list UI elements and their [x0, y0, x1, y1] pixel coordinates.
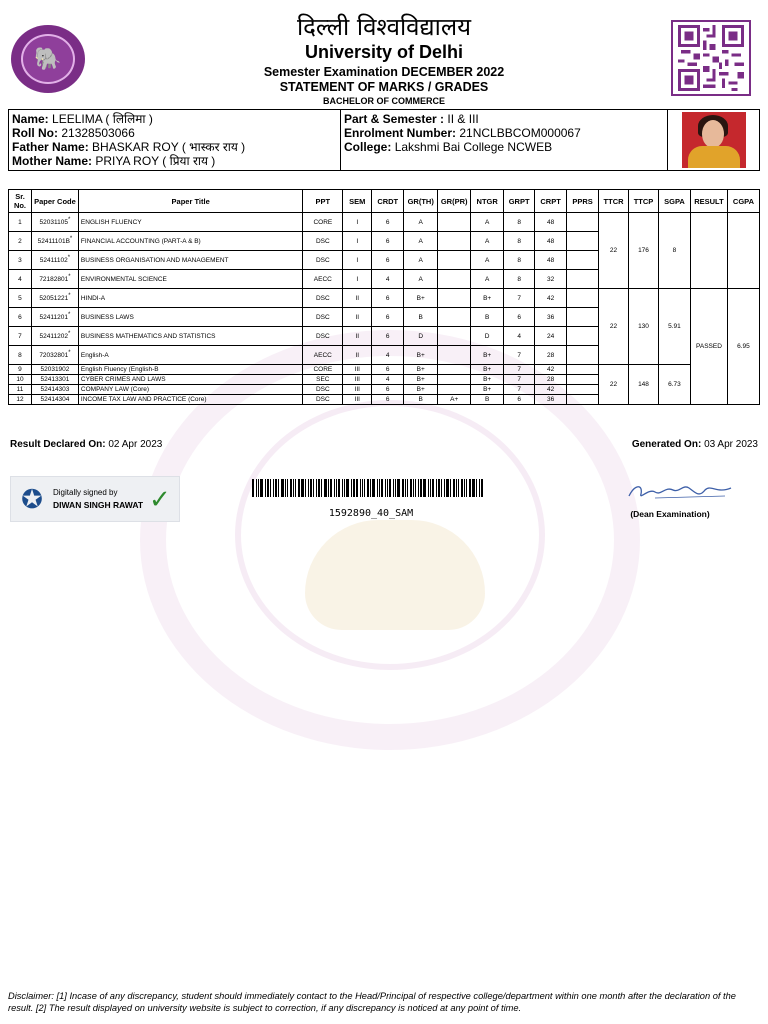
cell-grth: A — [404, 270, 438, 289]
watermark-elephant — [305, 520, 485, 630]
student-photo — [682, 112, 746, 168]
table-row — [9, 365, 760, 375]
cell-grpt: 8 — [504, 251, 535, 270]
cell-ppt: DSC — [303, 327, 343, 346]
cell-grpr: A+ — [438, 395, 471, 405]
cell-grpt: 6 — [504, 308, 535, 327]
cell-ttcr-sem3: 22 — [599, 365, 629, 405]
cell-title: COMPANY LAW (Core) — [78, 385, 302, 395]
cell-grpt: 7 — [504, 385, 535, 395]
cell-cgpa: 6.95 — [727, 289, 759, 405]
cell-grpt: 7 — [504, 365, 535, 375]
exam-title: Semester Examination DECEMBER 2022 — [263, 65, 505, 79]
cell-crdt: 6 — [372, 232, 404, 251]
cell-crpt: 24 — [535, 327, 567, 346]
roll-row — [12, 126, 337, 140]
cell-title: English Fluency (English-B — [78, 365, 302, 375]
cell-title: English-A — [78, 346, 302, 365]
dean-title: (Dean Examination) — [630, 509, 710, 519]
signed-by-label: Digitally signed by — [53, 488, 118, 497]
marks-table — [8, 189, 760, 405]
digital-signature-box — [10, 476, 180, 522]
cell-pprs — [567, 289, 599, 308]
college-row — [344, 140, 664, 154]
paper-code: 52411101B — [37, 238, 70, 246]
cell-title: BUSINESS LAWS — [78, 308, 302, 327]
cell-ntgr: A — [471, 270, 504, 289]
col-gr-th: GR(TH) — [404, 190, 438, 213]
cell-crpt: 42 — [535, 289, 567, 308]
cell-sr: 5 — [9, 289, 32, 308]
cell-grth: B+ — [404, 346, 438, 365]
part-semester: II & III — [447, 112, 479, 126]
generated-date: 03 Apr 2023 — [704, 439, 758, 450]
name-row — [12, 112, 337, 126]
cell-sem: II — [343, 289, 372, 308]
cell-title: CYBER CRIMES AND LAWS — [78, 375, 302, 385]
cell-grpr — [438, 308, 471, 327]
cell-sgpa-sem1: 8 — [658, 213, 690, 289]
cell-grpr — [438, 251, 471, 270]
cell-code — [31, 375, 78, 385]
cell-sr: 1 — [9, 213, 32, 232]
cell-title: BUSINESS MATHEMATICS AND STATISTICS — [78, 327, 302, 346]
cell-result: PASSED — [690, 289, 727, 405]
col-ttcr: TTCR — [599, 190, 629, 213]
cell-sr: 3 — [9, 251, 32, 270]
cell-ppt: CORE — [303, 365, 343, 375]
cell-ppt: SEC — [303, 375, 343, 385]
cell-crdt: 4 — [372, 346, 404, 365]
cell-crdt: 6 — [372, 365, 404, 375]
cell-grth: B+ — [404, 385, 438, 395]
dean-signature — [625, 480, 735, 504]
roll-label: Roll No: — [12, 126, 58, 140]
cell-grpr — [438, 289, 471, 308]
hindi-university-name: दिल्ली विश्वविद्यालय — [296, 13, 472, 41]
cell-crdt: 6 — [372, 251, 404, 270]
paper-code: 52031105 — [39, 219, 68, 227]
cell-grpt: 8 — [504, 232, 535, 251]
cell-pprs — [567, 308, 599, 327]
cell-code — [31, 346, 78, 365]
cell-grpr — [438, 375, 471, 385]
cell-crdt: 6 — [372, 289, 404, 308]
mother-label: Mother Name: — [12, 154, 93, 168]
cell-title: ENGLISH FLUENCY — [78, 213, 302, 232]
cell-sem: I — [343, 270, 372, 289]
cell-sem: III — [343, 385, 372, 395]
paper-code: 52414304 — [40, 396, 70, 403]
table-row — [9, 213, 760, 232]
paper-code: 52411102 — [39, 257, 68, 265]
cell-ntgr: B+ — [471, 346, 504, 365]
cell-grth: B+ — [404, 375, 438, 385]
cell-crdt: 4 — [372, 375, 404, 385]
cell-pprs — [567, 270, 599, 289]
col-ntgr: NTGR — [471, 190, 504, 213]
col-sem: SEM — [343, 190, 372, 213]
cell-pprs — [567, 375, 599, 385]
cell-sem: II — [343, 327, 372, 346]
student-info-box — [8, 109, 760, 171]
cell-cgpa-sem1 — [727, 213, 759, 289]
cell-pprs — [567, 395, 599, 405]
cell-grpr — [438, 346, 471, 365]
barcode — [252, 479, 490, 497]
col-pprs: PPRS — [567, 190, 599, 213]
cell-grpt: 4 — [504, 327, 535, 346]
paper-code-star: * — [69, 236, 73, 243]
col-crpt: CRPT — [535, 190, 567, 213]
paper-code: 52051221 — [39, 295, 69, 303]
cell-pprs — [567, 327, 599, 346]
col-paper-title: Paper Title — [78, 190, 302, 213]
cell-crpt: 28 — [535, 346, 567, 365]
cell-crdt: 6 — [372, 395, 404, 405]
col-ttcp: TTCP — [629, 190, 659, 213]
cell-ntgr: B+ — [471, 289, 504, 308]
cell-crpt: 36 — [535, 308, 567, 327]
cell-crdt: 6 — [372, 308, 404, 327]
paper-code: 52031902 — [40, 366, 70, 373]
cell-grpr — [438, 270, 471, 289]
col-paper-code: Paper Code — [31, 190, 78, 213]
col-sr-no: Sr. No. — [9, 190, 32, 213]
enrol-row — [344, 126, 664, 140]
cell-grth: A — [404, 232, 438, 251]
cell-crpt: 48 — [535, 232, 567, 251]
name-label: Name: — [12, 112, 49, 126]
cell-ntgr: A — [471, 213, 504, 232]
mother-row — [12, 154, 337, 168]
cell-sr: 9 — [9, 365, 32, 375]
cell-ppt: DSC — [303, 385, 343, 395]
cell-grth: D — [404, 327, 438, 346]
cell-crpt: 32 — [535, 270, 567, 289]
cell-grpr — [438, 385, 471, 395]
cell-sem: I — [343, 232, 372, 251]
student-details — [9, 110, 341, 170]
cell-grpt: 6 — [504, 395, 535, 405]
cell-grth: A — [404, 213, 438, 232]
cell-ttcr-sem1: 22 — [599, 213, 629, 289]
signature-text — [53, 487, 143, 511]
cell-pprs — [567, 213, 599, 232]
col-result: RESULT — [690, 190, 727, 213]
declared-date: 02 Apr 2023 — [108, 439, 163, 450]
cell-code — [31, 365, 78, 375]
cell-grth: B — [404, 308, 438, 327]
cell-sr: 12 — [9, 395, 32, 405]
cell-grpr — [438, 365, 471, 375]
table-header-row — [9, 190, 760, 213]
cell-crdt: 6 — [372, 213, 404, 232]
cell-sgpa-sem3: 6.73 — [658, 365, 690, 405]
cell-crpt: 36 — [535, 395, 567, 405]
cell-ttcp-sem2: 130 — [629, 289, 659, 365]
signer-name: DIWAN SINGH RAWAT — [53, 500, 144, 510]
generated-on — [632, 439, 758, 450]
cell-ppt: DSC — [303, 289, 343, 308]
cell-ntgr: B — [471, 308, 504, 327]
cell-ttcp-sem1: 176 — [629, 213, 659, 289]
cell-sem: I — [343, 213, 372, 232]
cell-ntgr: B+ — [471, 375, 504, 385]
cell-title: INCOME TAX LAW AND PRACTICE (Core) — [78, 395, 302, 405]
cell-grpr — [438, 327, 471, 346]
col-gr-pr: GR(PR) — [438, 190, 471, 213]
signature-badge-icon: ✪ — [21, 484, 43, 514]
checkmark-icon: ✓ — [149, 483, 171, 514]
cell-grpt: 7 — [504, 346, 535, 365]
paper-code-star: * — [68, 293, 71, 300]
declared-label: Result Declared On: — [10, 439, 106, 450]
cell-title: FINANCIAL ACCOUNTING (PART-A & B) — [78, 232, 302, 251]
cell-ppt: AECC — [303, 346, 343, 365]
cell-code — [31, 251, 78, 270]
col-cgpa: CGPA — [727, 190, 759, 213]
cell-grpt: 8 — [504, 270, 535, 289]
barcode-number: 1592890_40_SAM — [328, 508, 414, 519]
student-name: LEELIMA ( लिलिमा ) — [52, 112, 153, 126]
cell-title: HINDI-A — [78, 289, 302, 308]
cell-code — [31, 270, 78, 289]
college-name: Lakshmi Bai College NCWEB — [394, 140, 553, 154]
cell-code — [31, 232, 78, 251]
cell-ppt: AECC — [303, 270, 343, 289]
paper-code-star: * — [67, 217, 71, 224]
cell-grpr — [438, 213, 471, 232]
cell-crpt: 42 — [535, 385, 567, 395]
cell-ttcr-sem2: 22 — [599, 289, 629, 365]
cell-pprs — [567, 346, 599, 365]
cell-code — [31, 289, 78, 308]
cell-code — [31, 385, 78, 395]
roll-number: 21328503066 — [61, 126, 135, 140]
cell-grth: A — [404, 251, 438, 270]
paper-code: 52414303 — [40, 386, 70, 393]
col-grpt: GRPT — [504, 190, 535, 213]
paper-code: 72032801 — [39, 352, 69, 360]
cell-code — [31, 308, 78, 327]
paper-code: 72182801 — [39, 276, 69, 284]
cell-ppt: DSC — [303, 308, 343, 327]
cell-code — [31, 327, 78, 346]
paper-code: 52411201 — [39, 314, 68, 322]
cell-ppt: DSC — [303, 251, 343, 270]
cell-sr: 7 — [9, 327, 32, 346]
paper-code-star: * — [67, 255, 71, 262]
cell-pprs — [567, 365, 599, 375]
cell-sr: 6 — [9, 308, 32, 327]
cell-grpt: 8 — [504, 213, 535, 232]
university-name: University of Delhi — [304, 42, 464, 62]
cell-pprs — [567, 251, 599, 270]
col-sgpa: SGPA — [658, 190, 690, 213]
cell-crpt: 48 — [535, 251, 567, 270]
cell-ntgr: B+ — [471, 365, 504, 375]
mother-name: PRIYA ROY ( प्रिया राय ) — [95, 154, 216, 168]
cell-crpt: 48 — [535, 213, 567, 232]
cell-sem: I — [343, 251, 372, 270]
cell-code — [31, 213, 78, 232]
cell-crpt: 42 — [535, 365, 567, 375]
cell-sem: II — [343, 308, 372, 327]
part-row — [344, 112, 664, 126]
cell-crdt: 6 — [372, 327, 404, 346]
table-row — [9, 289, 760, 308]
photo-cell — [668, 110, 759, 170]
cell-sr: 2 — [9, 232, 32, 251]
cell-sr: 8 — [9, 346, 32, 365]
cell-title: ENVIRONMENTAL SCIENCE — [78, 270, 302, 289]
cell-crpt: 28 — [535, 375, 567, 385]
cell-sem: II — [343, 346, 372, 365]
university-seal-icon: 🐘 — [11, 25, 85, 93]
cell-ntgr: D — [471, 327, 504, 346]
cell-ntgr: A — [471, 232, 504, 251]
course-name: BACHELOR OF COMMERCE — [323, 96, 445, 106]
paper-code-star: * — [67, 312, 71, 319]
cell-grth: B — [404, 395, 438, 405]
cell-ntgr: A — [471, 251, 504, 270]
part-label: Part & Semester : — [344, 112, 445, 126]
enrolment-details — [341, 110, 668, 170]
disclaimer: Disclaimer: [1] Incase of any discrepancy, student should immediately contact to the Head/Principal of respective college/department within one month after the declaration of the result. [2] The result displayed on university website is subject to correction, if any discrepancy is noticed at any point of time. — [8, 991, 736, 1013]
cell-sem: III — [343, 375, 372, 385]
cell-ppt: CORE — [303, 213, 343, 232]
father-label: Father Name: — [12, 140, 89, 154]
college-label: College: — [344, 140, 392, 154]
enrolment-number: 21NCLBBCOM000067 — [459, 126, 581, 140]
cell-ppt: DSC — [303, 395, 343, 405]
cell-pprs — [567, 385, 599, 395]
cell-crdt: 6 — [372, 385, 404, 395]
cell-ppt: DSC — [303, 232, 343, 251]
cell-sr: 10 — [9, 375, 32, 385]
paper-code-star: * — [68, 274, 71, 281]
cell-grth: B+ — [404, 289, 438, 308]
generated-label: Generated On: — [631, 439, 702, 450]
cell-crdt: 4 — [372, 270, 404, 289]
paper-code: 52411202 — [39, 333, 68, 341]
cell-sem: III — [343, 395, 372, 405]
col-crdt: CRDT — [372, 190, 404, 213]
enrol-label: Enrolment Number: — [344, 126, 457, 140]
cell-title: BUSINESS ORGANISATION AND MANAGEMENT — [78, 251, 302, 270]
paper-code: 52413301 — [40, 376, 70, 383]
cell-sem: III — [343, 365, 372, 375]
cell-ntgr: B — [471, 395, 504, 405]
paper-code-star: * — [68, 350, 71, 357]
cell-grpt: 7 — [504, 375, 535, 385]
cell-grpt: 7 — [504, 289, 535, 308]
cell-code — [31, 395, 78, 405]
col-ppt: PPT — [303, 190, 343, 213]
statement-title: STATEMENT OF MARKS / GRADES — [279, 80, 489, 94]
father-name: BHASKAR ROY ( भास्कर राय ) — [92, 140, 246, 154]
cell-sgpa-sem2: 5.91 — [658, 289, 690, 365]
cell-ttcp-sem3: 148 — [629, 365, 659, 405]
cell-grth: B+ — [404, 365, 438, 375]
cell-ntgr: B+ — [471, 385, 504, 395]
cell-grpr — [438, 232, 471, 251]
paper-code-star: * — [67, 331, 71, 338]
cell-sr: 4 — [9, 270, 32, 289]
result-declared — [10, 439, 162, 450]
cell-sr: 11 — [9, 385, 32, 395]
father-row — [12, 140, 337, 154]
cell-result-sem1 — [690, 213, 727, 289]
cell-pprs — [567, 232, 599, 251]
